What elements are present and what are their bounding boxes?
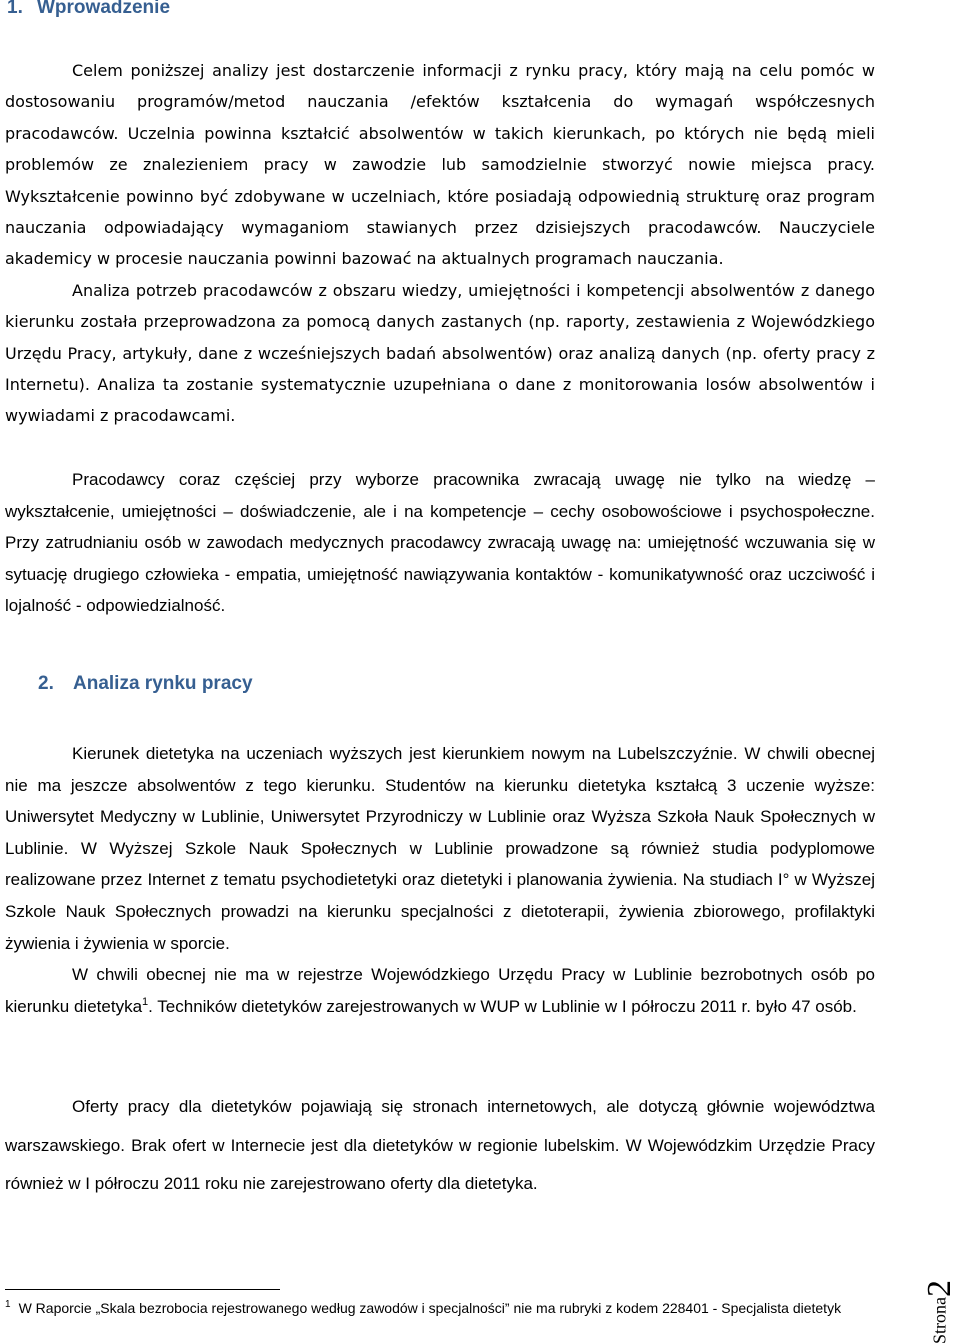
section-1-body <box>5 55 875 432</box>
footnote-text: W Raporcie „Skala bezrobocia rejestrowanego według zawodów i specjalności” nie ma rubryki z kodem 228401 - Specjalista dietetyk <box>18 1300 842 1316</box>
section-2-number: 2. <box>38 673 54 694</box>
section-2-paragraph-1: Kierunek dietetyka na uczeniach wyższych jest kierunkiem nowym na Lubelszczyźnie. W chwili obecnej nie ma jeszcze absolwentów z tego kierunku. Studentów na kierunku dietetyka kształcą 3 uczenie wyższe: Uniwersytet Medyczny w Lublinie, Uniwersytet Przyrodniczy w Lublinie oraz Wyższa Szkoła Nauk Społecznych w Lublinie. W Wyższej Szkole Nauk Społecznych w Lublinie prowadzone są również studia podyplomowe realizowane przez Internet z tematu psychodietetyki oraz dietetyki i planowania żywienia. Na studiach I° w Wyższej Szkole Nauk Społecznych prowadzi na kierunku specjalności z dietoterapii, żywienia zbiorowego, profilaktyki żywienia i żywienia w sporcie. <box>5 744 875 953</box>
section-1-number: 1. <box>7 0 23 18</box>
section-1-paragraph-2: Analiza potrzeb pracodawców z obszaru wiedzy, umiejętności i kompetencji absolwentów z danego kierunku została przeprowadzona za pomocą danych zastanych (np. raporty, zestawienia z Wojewódzkiego Urzędu Pracy, artykuły, dane z wcześniejszych badań absolwentów) oraz analizą danych (np. oferty pracy z Internetu). Analiza ta zostanie systematycznie uzupełniana o dane z monitorowania losów absolwentów i wywiadami z pracodawcami. <box>5 280 875 426</box>
section-2-heading <box>38 673 253 695</box>
section-1-paragraph-1: Celem poniższej analizy jest dostarczenie informacji z rynku pracy, który mają na celu pomóc w dostosowaniu programów/metod nauczania /efektów kształcenia do wymagań współczesnych pracodawców. Uczelnia powinna kształcić absolwentów w takich kierunkach, po których nie będą mieli problemów ze znalezieniem pracy w zawodzie lub samodzielnie stworzyć nowie miejsca pracy. Wykształcenie powinno być zdobywane w uczelniach, które posiadają odpowiednią strukturę oraz program nauczania odpowiadający wymaganiom stawianych przez dzisiejszych pracodawców. Nauczyciele akademicy w procesie nauczania powinni bazować na aktualnych programach nauczania. <box>5 61 875 269</box>
section-2-title: Analiza rynku pracy <box>73 673 253 694</box>
footnote-separator <box>5 1289 280 1290</box>
section-2-paragraph-2-text-continued: . Techników dietetyków zarejestrowanych w WUP w Lublinie w I półroczu 2011 r. było 47 osób. <box>148 996 857 1016</box>
section-1-body-continued <box>5 464 875 622</box>
section-1-title: Wprowadzenie <box>37 0 171 18</box>
page-label-word: Strona <box>929 1297 950 1344</box>
footnote <box>5 1298 875 1319</box>
footnote-reference[interactable]: 1 <box>142 995 149 1008</box>
page-number-label <box>920 1250 960 1344</box>
section-2-body-continued <box>5 1088 875 1204</box>
section-2-paragraph-2 <box>5 959 875 1022</box>
footnote-mark: 1 <box>5 1299 11 1310</box>
section-2-paragraph-3: Oferty pracy dla dietetyków pojawiają się stronach internetowych, ale dotyczą głównie województwa warszawskiego. Brak ofert w Internecie jest dla dietetyków w regionie lubelskim. W Wojewódzkim Urzędzie Pracy również w I półroczu 2011 roku nie zarejestrowano oferty dla dietetyka. <box>5 1097 875 1193</box>
section-1-paragraph-3: Pracodawcy coraz częściej przy wyborze pracownika zwracają uwagę nie tylko na wiedzę – wykształcenie, umiejętności – doświadczenie, ale i na kompetencje – cechy osobowościowe i psychospołeczne. Przy zatrudnianiu osób w zawodach medycznych pracodawcy zwracają uwagę na: umiejętność wczuwania się w sytuację drugiego człowieka - empatia, umiejętność nawiązywania kontaktów - komunikatywność oraz uczciwość i lojalność - odpowiedzialność. <box>5 470 875 616</box>
section-2-body <box>5 738 875 1022</box>
page-number: 2 <box>921 1280 958 1297</box>
section-1-heading <box>7 0 170 19</box>
section-2-paragraph-2-text: W chwili obecnej nie ma w rejestrze Wojewódzkiego Urzędu Pracy w Lublinie bezrobotnych osób po kierunku dietetyka <box>5 965 875 1016</box>
